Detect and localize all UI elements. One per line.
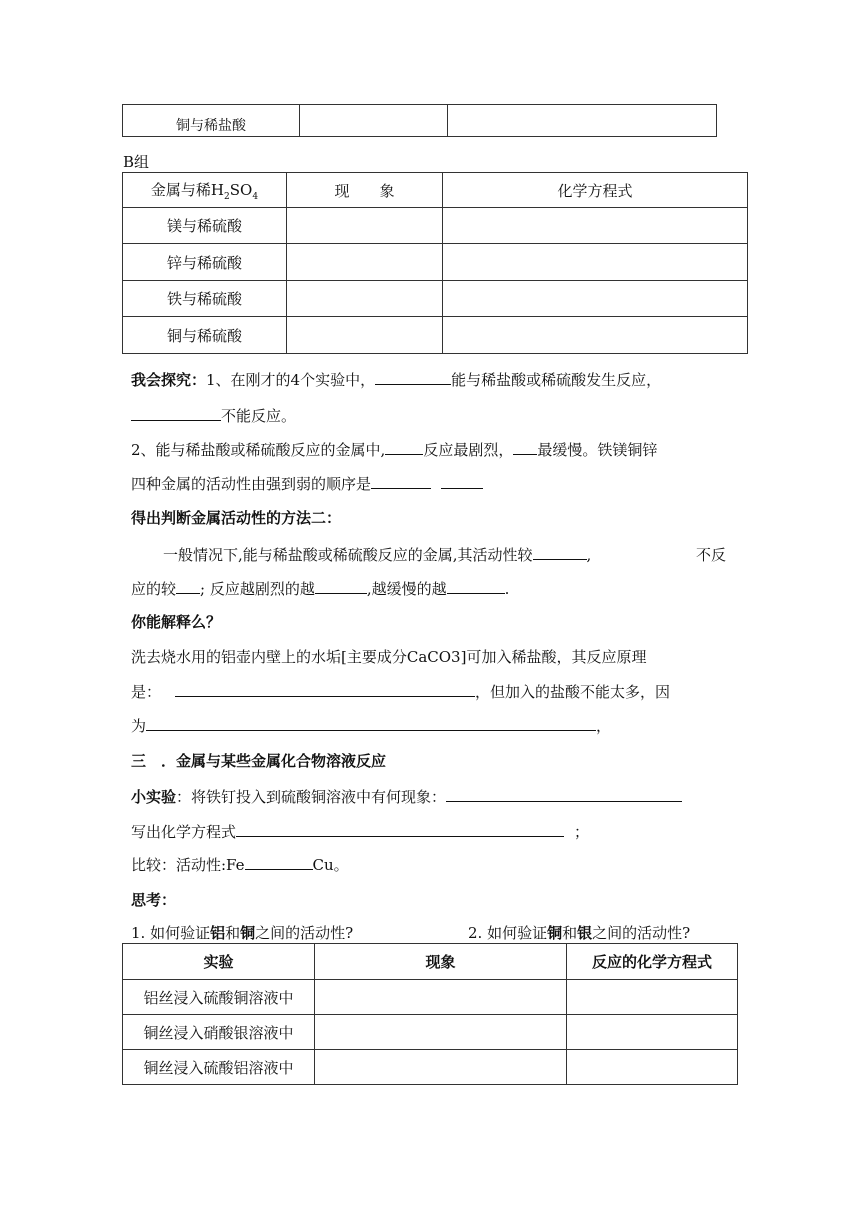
table-cell[interactable] bbox=[287, 244, 443, 281]
method2-line2: 应的较 ; 反应越剧烈的越 ,越缓慢的越 . bbox=[131, 580, 510, 598]
table-cell[interactable] bbox=[287, 281, 443, 317]
answer-blank[interactable] bbox=[245, 855, 313, 870]
answer-blank[interactable] bbox=[176, 579, 200, 594]
table-b bbox=[122, 172, 748, 354]
answer-blank[interactable] bbox=[371, 474, 431, 489]
explain-line1: 洗去烧水用的铝壶内壁上的水垢[主要成分CaCO3]可加入稀盐酸，其反应原理 bbox=[131, 648, 647, 666]
table-header-row bbox=[123, 173, 748, 208]
table-cell[interactable] bbox=[315, 1015, 567, 1050]
explore-q1-line2: 不能反应。 bbox=[131, 406, 296, 426]
row-label: 铜与稀硫酸 bbox=[123, 317, 287, 354]
method2-line1: 一般情况下,能与稀盐酸或稀硫酸反应的金属,其活动性较 , bbox=[163, 546, 592, 564]
explain-line3: 为 ， bbox=[131, 717, 612, 735]
answer-blank[interactable] bbox=[447, 579, 505, 594]
think-q1: 1. 如何验证铝和铜之间的活动性? bbox=[131, 924, 354, 942]
answer-blank[interactable] bbox=[175, 682, 475, 697]
row-label: 镁与稀硫酸 bbox=[123, 208, 287, 244]
explore-q1-line1: 我会探究：1、在刚才的4个实验中， 能与稀盐酸或稀硫酸发生反应， bbox=[131, 371, 662, 389]
explore-q2-line1: 2、能与稀盐酸或稀硫酸反应的金属中, 反应最剧烈， 最缓慢。铁镁铜锌 bbox=[131, 441, 658, 459]
table-row bbox=[123, 317, 748, 354]
header-cell-experiment: 实验 bbox=[123, 944, 315, 980]
table-cell[interactable] bbox=[443, 281, 748, 317]
method2-line1-end: 不反 bbox=[696, 546, 727, 564]
table-row bbox=[123, 281, 748, 317]
table-row bbox=[123, 244, 748, 281]
table-row bbox=[123, 1015, 738, 1050]
row-label: 铁与稀硫酸 bbox=[123, 281, 287, 317]
table-cell[interactable] bbox=[567, 1015, 738, 1050]
table-row bbox=[123, 105, 717, 137]
answer-blank[interactable] bbox=[441, 474, 483, 489]
table-cell[interactable] bbox=[287, 208, 443, 244]
group-b-title: B组 bbox=[123, 153, 150, 171]
table-row bbox=[123, 980, 738, 1015]
table-cell[interactable] bbox=[287, 317, 443, 354]
row-label: 铝丝浸入硫酸铜溶液中 bbox=[123, 980, 315, 1015]
header-cell-phenomenon: 现 象 bbox=[287, 173, 443, 208]
header-cell-phenomenon: 现象 bbox=[315, 944, 567, 980]
answer-blank[interactable] bbox=[131, 406, 221, 421]
answer-blank[interactable] bbox=[513, 440, 537, 455]
table-cell[interactable] bbox=[567, 1050, 738, 1085]
think-q2: 2. 如何验证铜和银之间的活动性? bbox=[468, 924, 691, 942]
row-label: 铜丝浸入硝酸银溶液中 bbox=[123, 1015, 315, 1050]
table-cell: 铜与稀盐酸 bbox=[123, 105, 300, 137]
table-cell[interactable] bbox=[448, 105, 717, 137]
row-label: 铜丝浸入硫酸铝溶液中 bbox=[123, 1050, 315, 1085]
answer-blank[interactable] bbox=[375, 370, 451, 385]
table-cell[interactable] bbox=[567, 980, 738, 1015]
table-cell[interactable] bbox=[315, 980, 567, 1015]
explain-line2: 是： ，但加入的盐酸不能太多，因 bbox=[131, 683, 671, 701]
explain-title: 你能解释么？ bbox=[131, 613, 222, 631]
table-row bbox=[123, 208, 748, 244]
think-title: 思考： bbox=[131, 891, 177, 909]
table-cell[interactable] bbox=[443, 317, 748, 354]
experiment-line2: 写出化学方程式 ； bbox=[131, 823, 590, 841]
answer-blank[interactable] bbox=[146, 716, 596, 731]
row-label: 锌与稀硫酸 bbox=[123, 244, 287, 281]
section3-title: 三 ．金属与某些金属化合物溶液反应 bbox=[131, 752, 387, 770]
table-a bbox=[122, 104, 717, 137]
answer-blank[interactable] bbox=[236, 822, 564, 837]
answer-blank[interactable] bbox=[446, 787, 682, 802]
table-cell[interactable] bbox=[443, 208, 748, 244]
table-cell[interactable] bbox=[300, 105, 448, 137]
header-cell-equation: 化学方程式 bbox=[443, 173, 748, 208]
table-row bbox=[123, 1050, 738, 1085]
answer-blank[interactable] bbox=[385, 440, 423, 455]
experiment-line1: 小实验：将铁钉投入到硫酸铜溶液中有何现象： bbox=[131, 787, 682, 807]
answer-blank[interactable] bbox=[533, 545, 587, 560]
table-c bbox=[122, 943, 738, 1085]
header-cell-equation: 反应的化学方程式 bbox=[567, 944, 738, 980]
answer-blank[interactable] bbox=[315, 579, 367, 594]
table-header-row bbox=[123, 944, 738, 980]
header-cell-metal: 金属与稀$H_2SO_4$ bbox=[123, 173, 287, 208]
explore-q2-line2: 四种金属的活动性由强到弱的顺序是 bbox=[131, 474, 483, 494]
table-cell[interactable] bbox=[315, 1050, 567, 1085]
experiment-line3: 比较：活动性:Fe Cu。 bbox=[131, 856, 349, 874]
table-cell[interactable] bbox=[443, 244, 748, 281]
method2-title: 得出判断金属活动性的方法二： bbox=[131, 509, 342, 527]
